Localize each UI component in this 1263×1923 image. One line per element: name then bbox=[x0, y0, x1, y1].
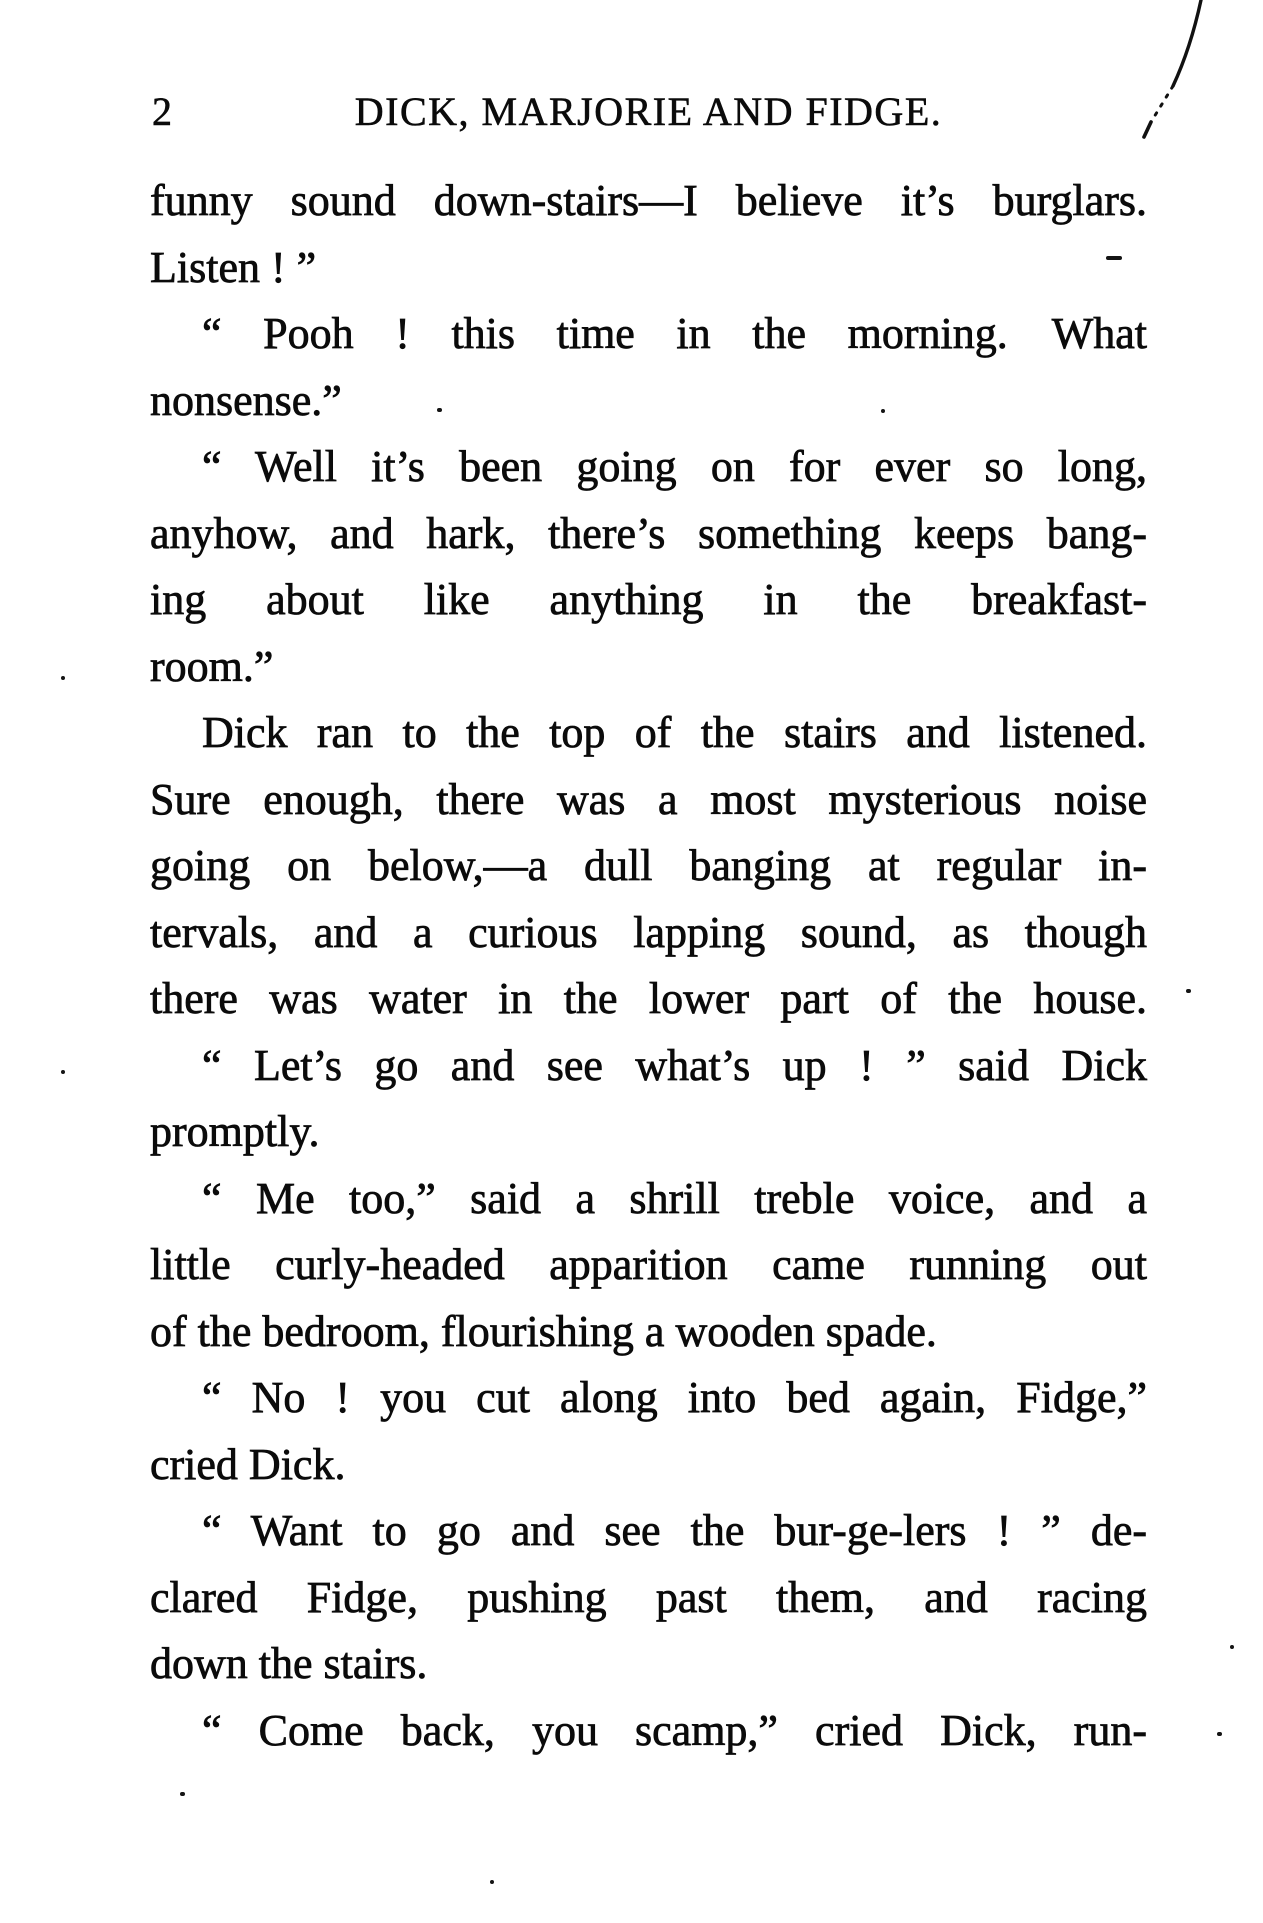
page-number: 2 bbox=[152, 89, 172, 134]
scan-speck bbox=[1106, 256, 1122, 260]
scan-speck bbox=[61, 1070, 65, 1074]
running-title: DICK, MARJORIE AND FIDGE. bbox=[354, 89, 943, 134]
scan-speck bbox=[61, 676, 65, 680]
text-line: “ Let’s go and see what’s up ! ” said Dick bbox=[202, 1040, 1147, 1090]
page-body-text bbox=[150, 168, 1147, 1764]
scan-speck bbox=[881, 409, 885, 413]
scan-speck bbox=[490, 1880, 494, 1884]
text-line: room.” bbox=[150, 641, 274, 691]
scan-speck bbox=[437, 408, 442, 412]
scan-speck bbox=[1230, 1645, 1234, 1649]
text-line: clared Fidge, pushing past them, and racing bbox=[150, 1572, 1147, 1622]
running-head bbox=[150, 90, 1147, 134]
text-line: Dick ran to the top of the stairs and listened. bbox=[202, 708, 1147, 757]
text-line: nonsense.” bbox=[150, 375, 342, 425]
scan-speck bbox=[1217, 1732, 1222, 1736]
text-line: little curly-headed apparition came running out bbox=[150, 1240, 1147, 1289]
text-line: “ Well it’s been going on for ever so long, bbox=[202, 442, 1147, 491]
text-line: Listen ! ” bbox=[150, 242, 317, 292]
text-line: ing about like anything in the breakfast- bbox=[150, 575, 1147, 624]
text-line: going on below,—a dull banging at regular in- bbox=[150, 841, 1147, 890]
text-line: there was water in the lower part of the house. bbox=[150, 974, 1147, 1023]
text-line: Sure enough, there was a most mysterious noise bbox=[150, 774, 1147, 824]
text-line: promptly. bbox=[150, 1107, 320, 1156]
text-line: down the stairs. bbox=[150, 1639, 428, 1688]
text-line: anyhow, and hark, there’s something keeps bang- bbox=[150, 508, 1147, 558]
scan-speck bbox=[180, 1792, 185, 1796]
text-line: cried Dick. bbox=[150, 1439, 346, 1489]
text-line: funny sound down-stairs—I believe it’s burglars. bbox=[150, 176, 1147, 225]
text-line: “ Pooh ! this time in the morning. What bbox=[202, 309, 1147, 358]
text-line: “ Want to go and see the bur-ge-lers ! ” de- bbox=[202, 1506, 1147, 1555]
text-line: tervals, and a curious lapping sound, as though bbox=[150, 907, 1147, 957]
text-line: “ Come back, you scamp,” cried Dick, run- bbox=[202, 1705, 1147, 1755]
text-line: “ No ! you cut along into bed again, Fidge,” bbox=[202, 1373, 1147, 1422]
scan-speck bbox=[1186, 989, 1191, 993]
text-line: of the bedroom, flourishing a wooden spade. bbox=[150, 1306, 937, 1356]
text-line: “ Me too,” said a shrill treble voice, and a bbox=[202, 1173, 1147, 1223]
